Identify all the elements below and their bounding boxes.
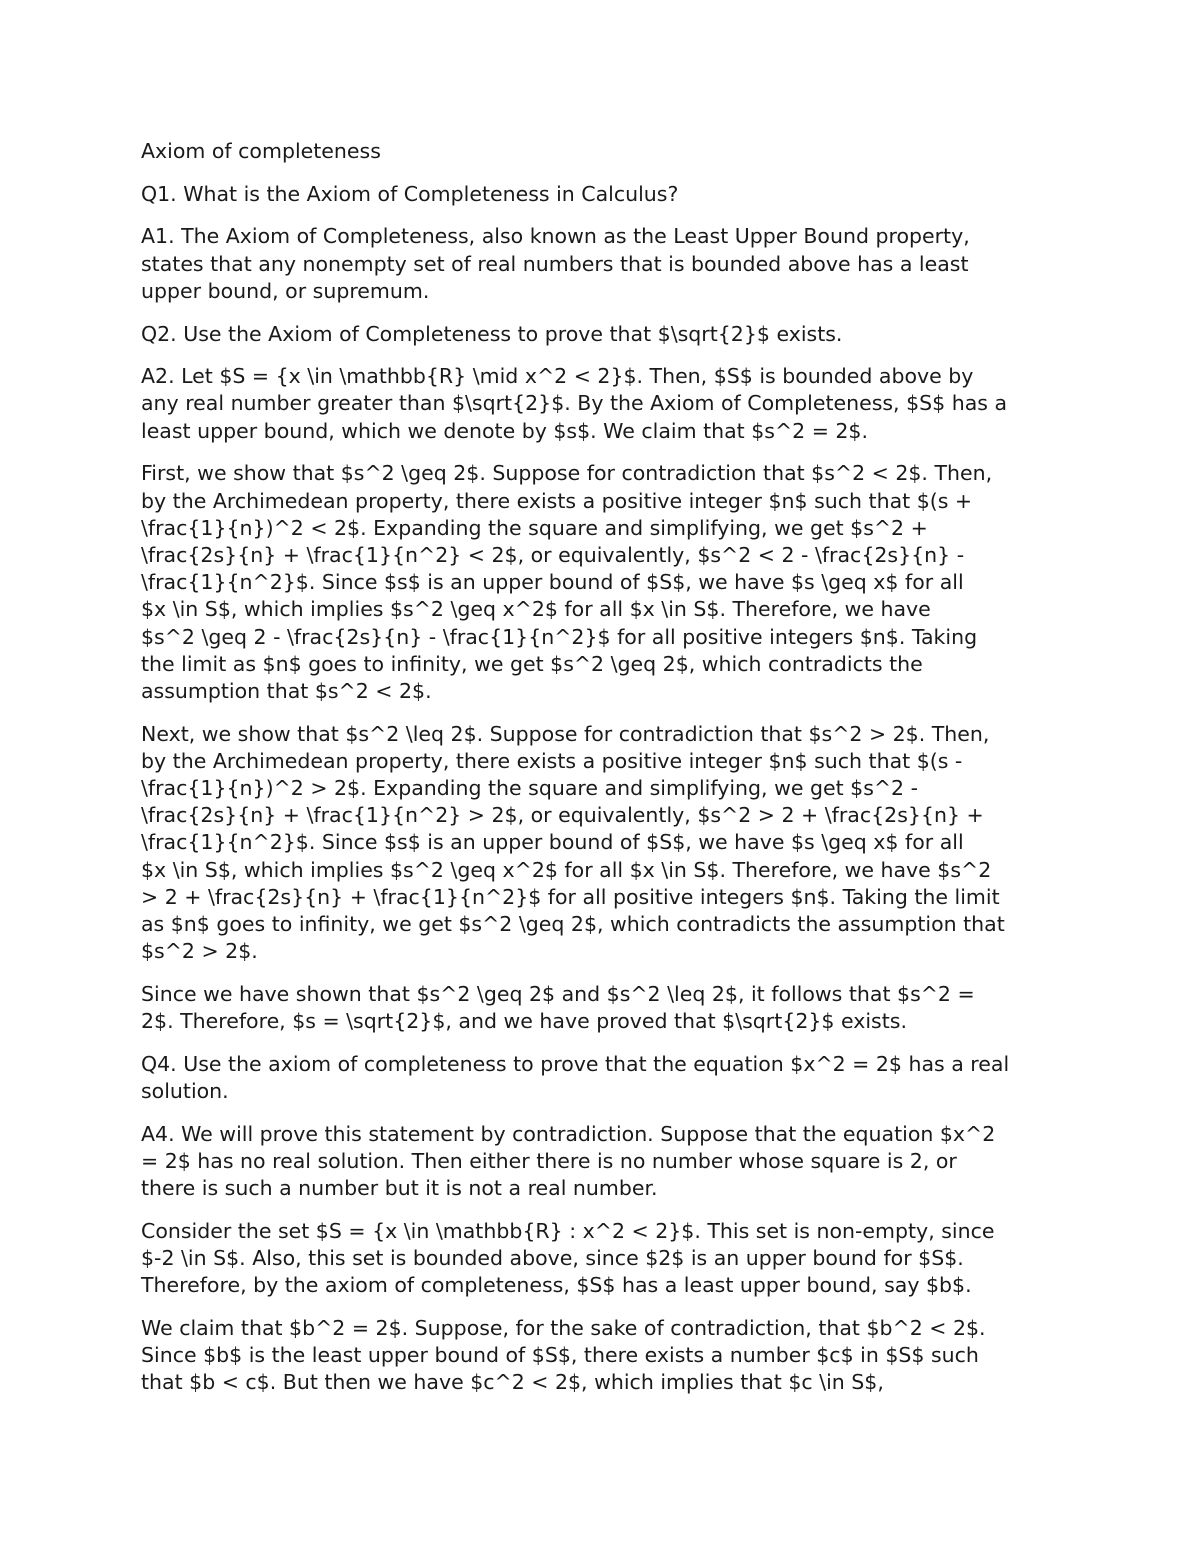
claim-paragraph: We claim that $b^2 = 2$. Suppose, for the sake of contradiction, that $b^2 < 2$. Since $b$ is the least upper bound of $S$, there exists a number $c$ in $S$ such that $b < c$. But then we have $c^2 < 2$, which implies that $c \in S$, (141, 1316, 986, 1395)
answer-a1: A1. The Axiom of Completeness, also known as the Least Upper Bound property, states that any nonempty set of real numbers that is bounded above has a least upper bound, or supremum. (141, 224, 970, 303)
document-page (141, 138, 1061, 1412)
proof-conclusion: Since we have shown that $s^2 \geq 2$ and $s^2 \leq 2$, it follows that $s^2 = 2$. Therefore, $s = \sqrt{2}$, and we have proved that $\sqrt{2}$ exists. (141, 981, 975, 1034)
answer-a2: A2. Let $S = {x \in \mathbb{R} \mid x^2 < 2}$. Then, $S$ is bounded above by any real number greater than $\sqrt{2}$. By the Axiom of Completeness, $S$ has a least upper bound, which we denote by $s$. We claim that $s^2 = 2$. (141, 364, 1008, 443)
question-q4: Q4. Use the axiom of completeness to prove that the equation $x^2 = 2$ has a real solution. (141, 1051, 1010, 1104)
question-q2: Q2. Use the Axiom of Completeness to prove that $\sqrt{2}$ exists. (141, 321, 843, 346)
set-definition-paragraph: Consider the set $S = {x \in \mathbb{R} : x^2 < 2}$. This set is non-empty, since $-2 \in S$. Also, this set is bounded above, since $2$ is an upper bound for $S$. Therefore, by the axiom of completeness, $S$ has a least upper bound, say $b$. (141, 1218, 995, 1298)
question-q1: Q1. What is the Axiom of Completeness in Calculus? (141, 181, 679, 206)
document-title: Axiom of completeness (141, 139, 381, 163)
proof-paragraph-geq: First, we show that $s^2 \geq 2$. Suppose for contradiction that $s^2 < 2$. Then, by the Archimedean property, there exists a positive integer $n$ such that $(s + \frac{1}{n})^2 < 2$. Expanding the square and simplifying, we get $s^2 + \frac{2s}{n} + \frac{1}{n^2} < 2$, or equivalently, $s^2 < 2 - \frac{2s}{n} - \frac{1}{n^2}$. Since $s$ is an upper bound of $S$, we have $s \geq x$ for all $x \in S$, which implies $s^2 \geq x^2$ for all $x \in S$. Therefore, we have $s^2 \geq 2 - \frac{2s}{n} - \frac{1}{n^2}$ for all positive integers $n$. Taking the limit as $n$ goes to infinity, we get $s^2 \geq 2$, which contradicts the assumption that $s^2 < 2$. (141, 461, 993, 703)
proof-paragraph-leq: Next, we show that $s^2 \leq 2$. Suppose for contradiction that $s^2 > 2$. Then, by the Archimedean property, there exists a positive integer $n$ such that $(s - \frac{1}{n})^2 > 2$. Expanding the square and simplifying, we get $s^2 - \frac{2s}{n} + \frac{1}{n^2} > 2$, or equivalently, $s^2 > 2 + \frac{2s}{n} + \frac{1}{n^2}$. Since $s$ is an upper bound of $S$, we have $s \geq x$ for all $x \in S$, which implies $s^2 \geq x^2$ for all $x \in S$. Therefore, we have $s^2 > 2 + \frac{2s}{n} + \frac{1}{n^2}$ for all positive integers $n$. Taking the limit as $n$ goes to infinity, we get $s^2 \geq 2$, which contradicts the assumption that $s^2 > 2$. (141, 721, 1005, 964)
answer-a4: A4. We will prove this statement by contradiction. Suppose that the equation $x^2 = 2$ has no real solution. Then either there is no number whose square is 2, or there is such a number but it is not a real number. (141, 1121, 996, 1201)
